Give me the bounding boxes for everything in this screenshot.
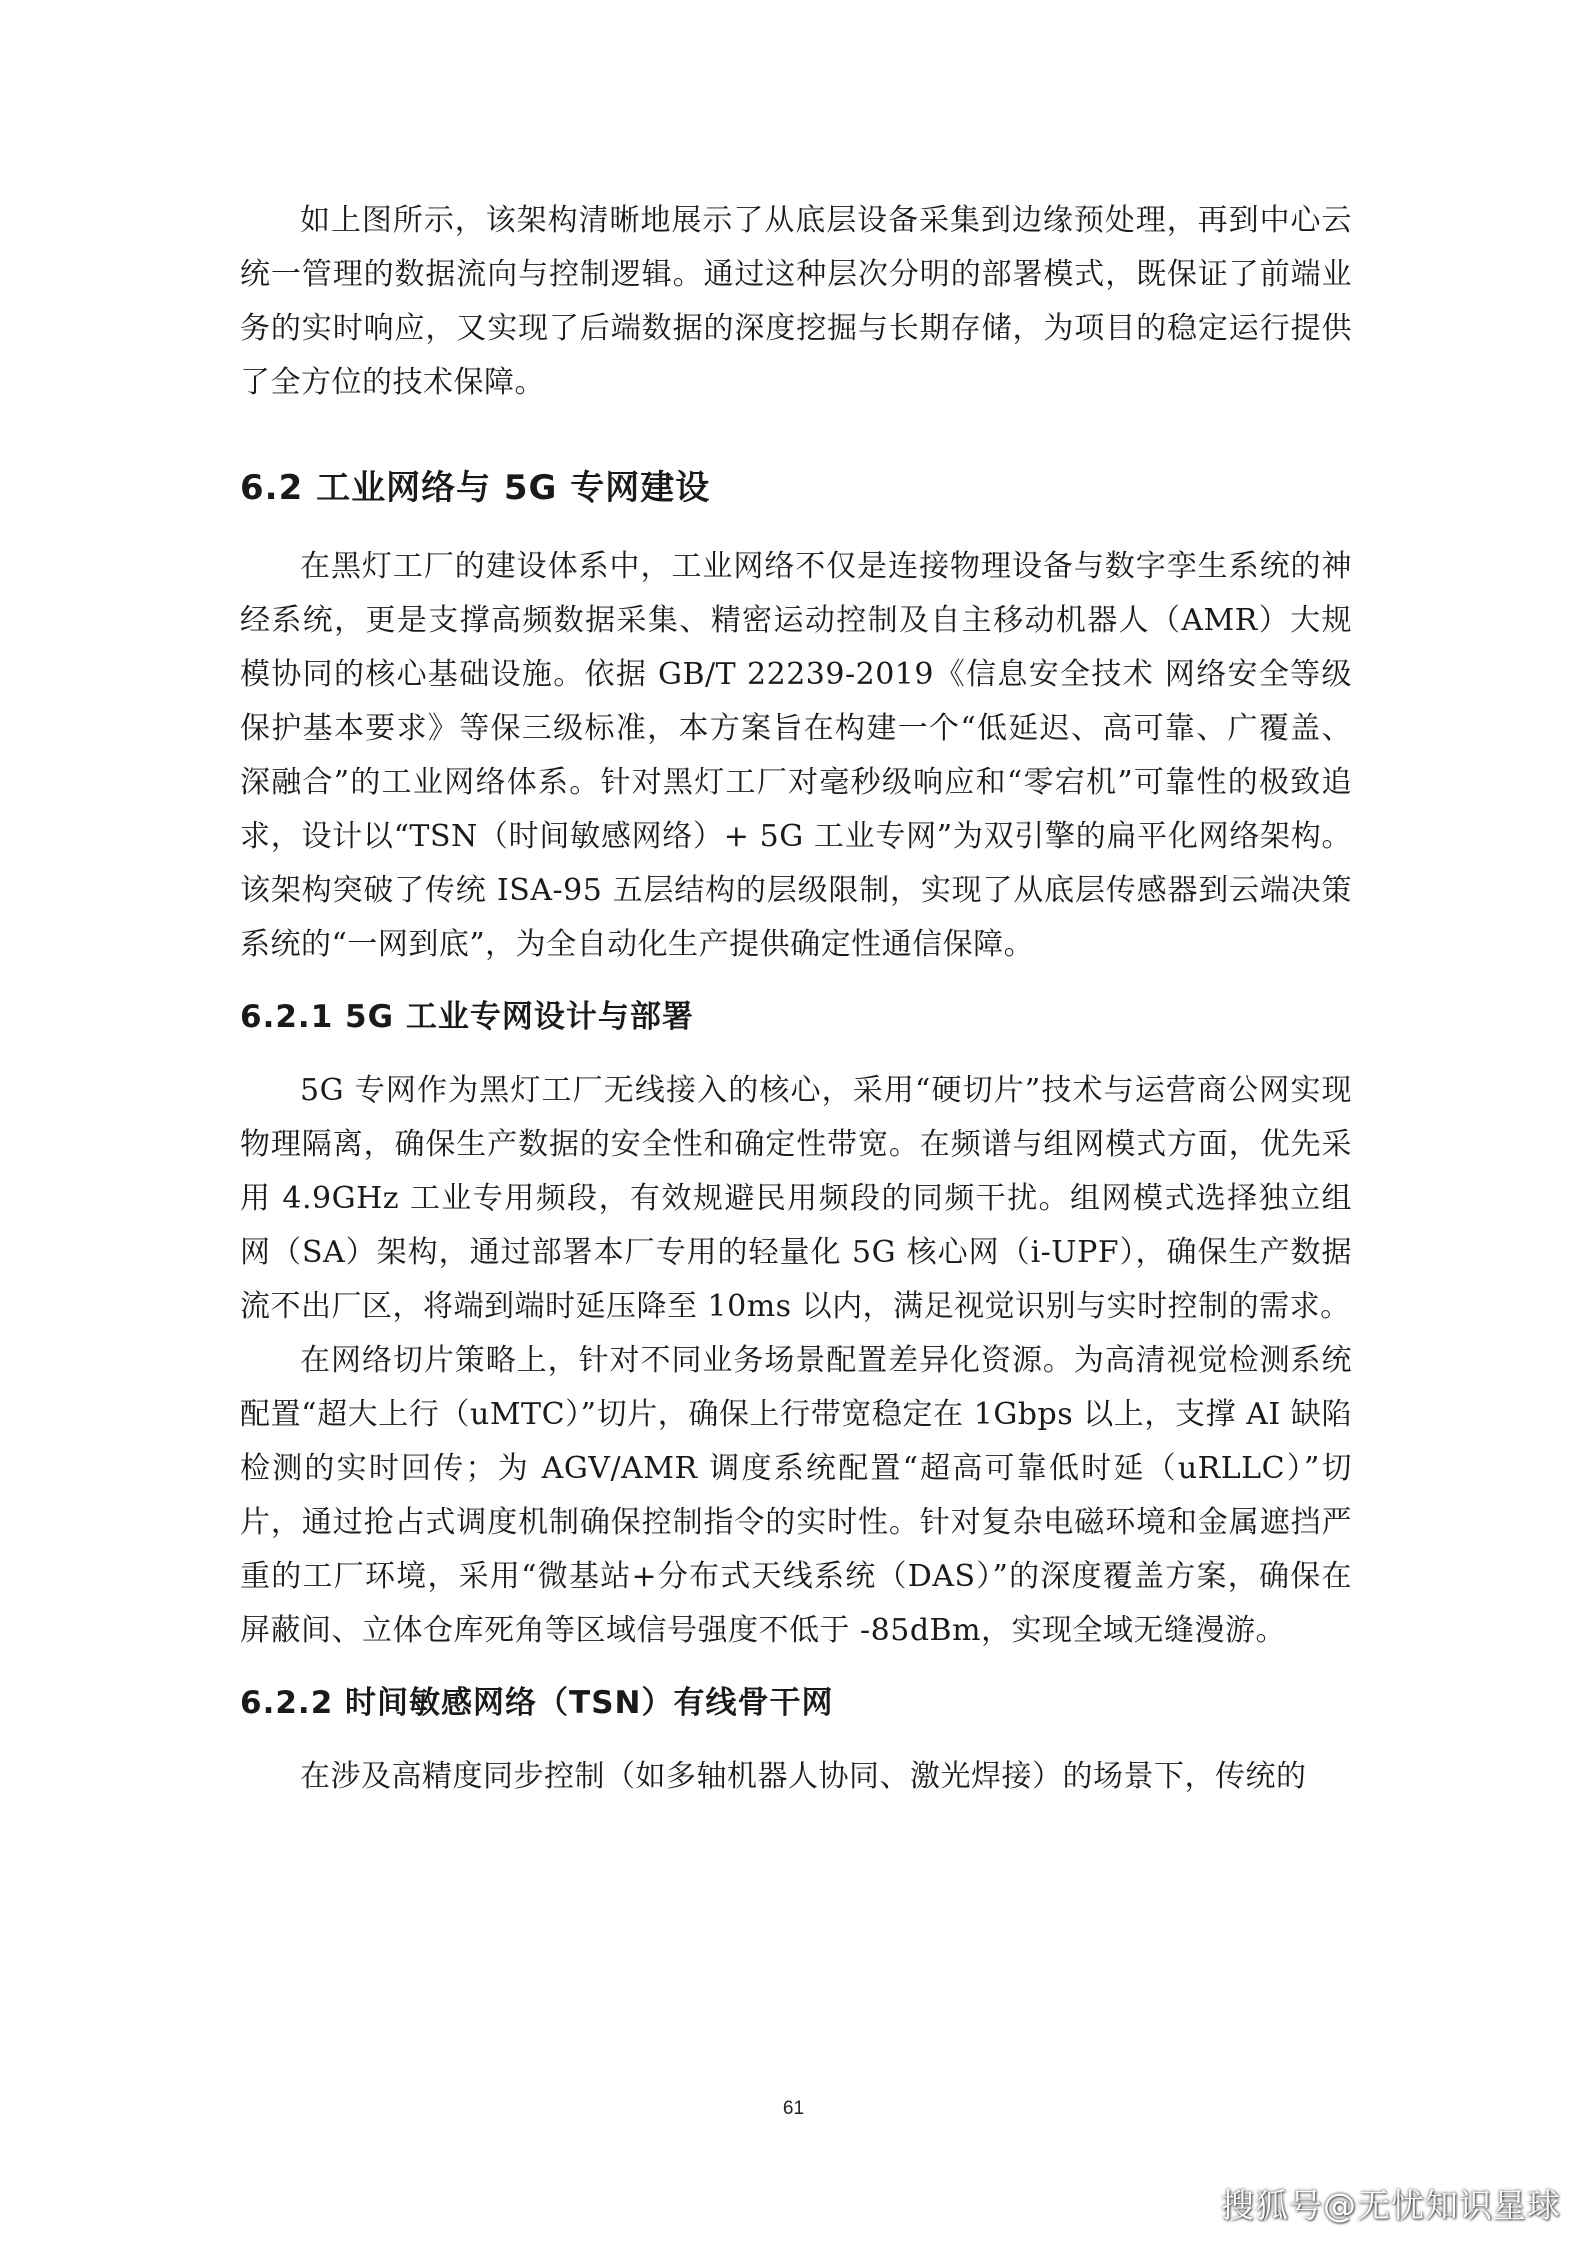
- watermark-text: 搜狐号@无忧知识星球: [1221, 2186, 1561, 2225]
- heading-6-2-2: 6.2.2 时间敏感网络（TSN）有线骨干网: [240, 1685, 834, 1721]
- heading-6-2: 6.2 工业网络与 5G 专网建设: [240, 468, 711, 508]
- paragraph-intro: 如上图所示，该架构清晰地展示了从底层设备采集到边缘预处理，再到中心云统一管理的数据流向与控制逻辑。通过这种层次分明的部署模式，既保证了前端业务的实时响应，又实现了后端数据的深度挖掘与长期存储，为项目的稳定运行提供了全方位的技术保障。: [240, 203, 1352, 400]
- paragraph-6-2-body: 在黑灯工厂的建设体系中，工业网络不仅是连接物理设备与数字孪生系统的神经系统，更是支撑高频数据采集、精密运动控制及自主移动机器人（AMR）大规模协同的核心基础设施。依据 GB/T 22239-2019《信息安全技术 网络安全等级保护基本要求》等保三级标准，本方案旨在构建一个“低延迟、高可靠、广覆盖、深融合”的工业网络体系。针对黑灯工厂对毫秒级响应和“零宕机”可靠性的极致追求，设计以“TSN（时间敏感网络）+ 5G 工业专网”为双引擎的扁平化网络架构。该架构突破了传统 ISA-95 五层结构的层级限制，实现了从底层传感器到云端决策系统的“一网到底”，为全自动化生产提供确定性通信保障。: [240, 549, 1352, 962]
- heading-6-2-1: 6.2.1 5G 工业专网设计与部署: [240, 999, 694, 1035]
- page-number: 61: [782, 2098, 805, 2119]
- paragraph-6-2-2-a: 在涉及高精度同步控制（如多轴机器人协同、激光焊接）的场景下，传统的: [300, 1759, 1307, 1794]
- document-page: [240, 190, 1352, 1804]
- paragraph-6-2-1-a: 5G 专网作为黑灯工厂无线接入的核心，采用“硬切片”技术与运营商公网实现物理隔离，确保生产数据的安全性和确定性带宽。在频谱与组网模式方面，优先采用 4.9GHz 工业专用频段，有效规避民用频段的同频干扰。组网模式选择独立组网（SA）架构，通过部署本厂专用的轻量化 5G 核心网（i-UPF），确保生产数据流不出厂区，将端到端时延压降至 10ms 以内，满足视觉识别与实时控制的需求。: [240, 1073, 1352, 1324]
- paragraph-6-2-1-b: 在网络切片策略上，针对不同业务场景配置差异化资源。为高清视觉检测系统配置“超大上行（uMTC）”切片，确保上行带宽稳定在 1Gbps 以上，支撑 AI 缺陷检测的实时回传；为 AGV/AMR 调度系统配置“超高可靠低时延（uRLLC）”切片，通过抢占式调度机制确保控制指令的实时性。针对复杂电磁环境和金属遮挡严重的工厂环境，采用“微基站+分布式天线系统（DAS）”的深度覆盖方案，确保在屏蔽间、立体仓库死角等区域信号强度不低于 -85dBm，实现全域无缝漫游。: [240, 1343, 1352, 1648]
